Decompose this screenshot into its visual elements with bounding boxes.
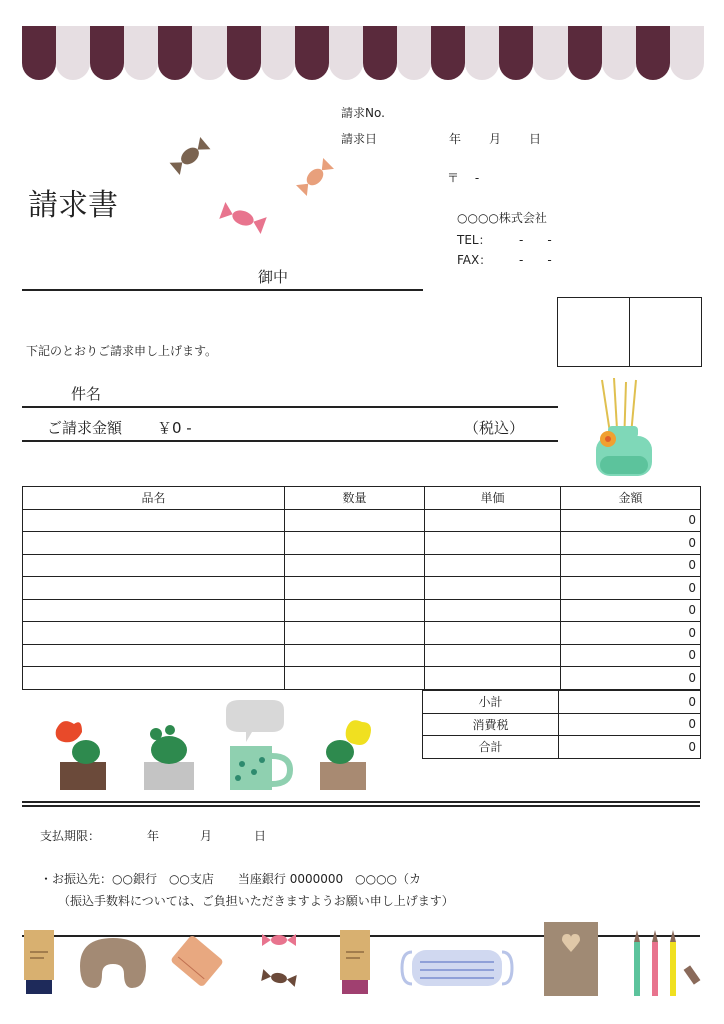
items-table	[22, 486, 701, 690]
summary-table	[422, 690, 701, 759]
candy-pink-icon	[217, 196, 269, 240]
fax-value: - -	[519, 253, 552, 267]
amount-label: ご請求金額	[47, 419, 123, 437]
candies-icon	[256, 928, 302, 994]
candy-orange-icon	[292, 154, 338, 200]
reed-diffuser-icon	[590, 376, 660, 480]
subject-underline	[22, 406, 558, 408]
payment-deadline-month: 月	[200, 829, 213, 843]
cactus-red-flower-icon	[52, 716, 114, 792]
invoice-date-label: 請求日	[341, 132, 378, 146]
wallet-icon	[166, 930, 228, 992]
total-label: 合計	[423, 736, 559, 759]
tax-value: 0	[559, 713, 701, 736]
invoice-no-label: 請求No.	[341, 106, 385, 120]
payment-deadline-year: 年	[147, 829, 160, 843]
cactus-icon	[140, 722, 198, 792]
table-row: 0	[23, 532, 701, 555]
cactus-yellow-flower-icon	[314, 716, 378, 792]
tax-label: 消費税	[423, 713, 559, 736]
notebook-icon	[540, 920, 602, 998]
invoice-date-day: 日	[529, 132, 542, 146]
table-row: 0	[23, 644, 701, 667]
recipient-suffix: 御中	[258, 268, 289, 286]
amount-underline	[22, 440, 558, 442]
subject-label: 件名	[71, 385, 102, 403]
face-mask-icon	[392, 944, 522, 992]
table-row: 0	[23, 577, 701, 600]
payment-deadline-label: 支払期限：	[40, 829, 101, 843]
stamp-boxes	[557, 297, 702, 367]
company-name: ○○○○株式会社	[457, 211, 547, 225]
divider	[22, 801, 700, 803]
header-item-name: 品名	[23, 487, 285, 510]
mug-with-steam-icon	[222, 698, 294, 792]
page-title: 請求書	[28, 188, 118, 223]
neck-pillow-icon	[76, 934, 150, 992]
invoice-date-month: 月	[489, 132, 502, 146]
table-row: 0	[23, 554, 701, 577]
total-value: 0	[559, 736, 701, 759]
payment-deadline-day: 日	[254, 829, 267, 843]
invoice-date-year: 年	[449, 132, 462, 146]
transfer-fee-note: （振込手数料については、ご負担いただきますようお願い申し上げます）	[58, 894, 454, 908]
subtotal-label: 小計	[423, 691, 559, 714]
header-unit-price: 単価	[425, 487, 561, 510]
recipient-underline	[22, 289, 423, 291]
hand-cream-tube-icon	[22, 926, 56, 996]
header-amount: 金額	[561, 487, 701, 510]
intro-text: 下記のとおりご請求申し上げます。	[26, 344, 218, 358]
subtotal-value: 0	[559, 691, 701, 714]
awning-decoration	[22, 26, 704, 80]
fax-label: FAX：	[457, 253, 492, 267]
table-row: 0	[23, 599, 701, 622]
lotion-tube-icon	[338, 926, 372, 996]
amount-value: ￥0 -	[157, 419, 192, 437]
bank-info: ・お振込先：○○銀行 ○○支店 当座銀行 0000000 ○○○○（カ	[40, 872, 422, 886]
tel-value: - -	[519, 233, 552, 247]
pens-icon	[626, 928, 706, 998]
header-quantity: 数量	[285, 487, 425, 510]
candy-brown-icon	[166, 132, 214, 180]
postal-code: 〒 -	[447, 171, 480, 185]
table-row: 0	[23, 622, 701, 645]
tel-label: TEL：	[457, 233, 491, 247]
table-row: 0	[23, 509, 701, 532]
table-row: 0	[23, 667, 701, 690]
tax-note: （税込）	[464, 419, 525, 437]
